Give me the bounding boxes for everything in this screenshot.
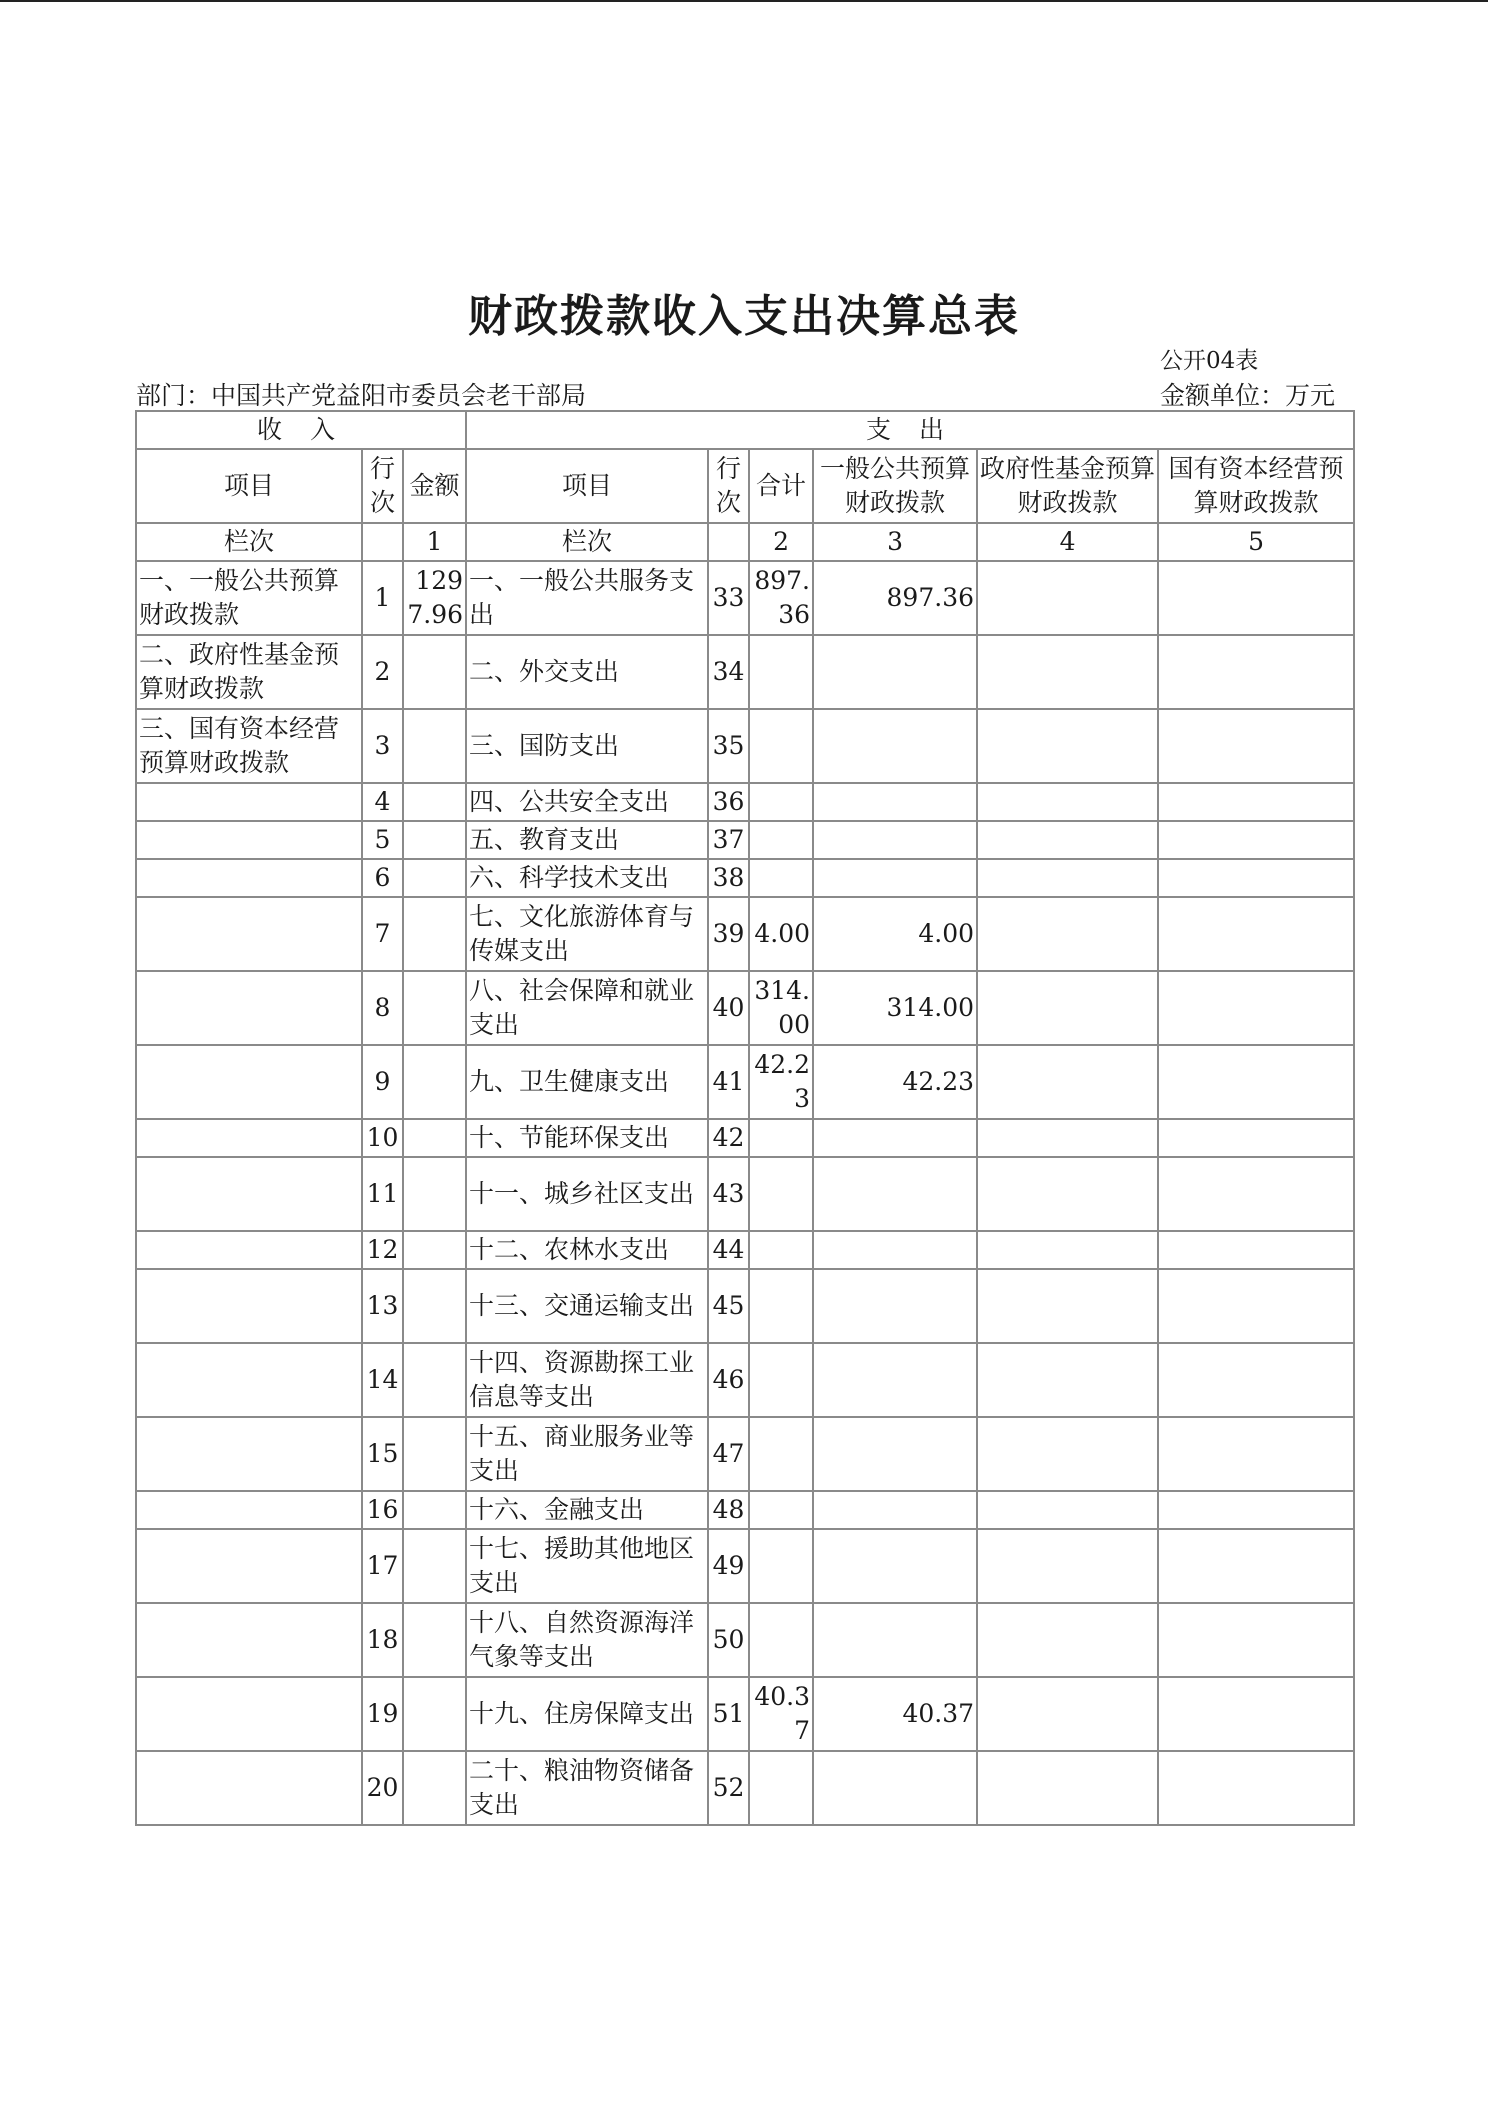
income-item-cell (136, 1045, 362, 1119)
expense-item-cell: 十一、城乡社区支出 (466, 1157, 708, 1231)
total-amount-cell (749, 709, 813, 783)
gov-fund-cell (977, 1157, 1158, 1231)
state-capital-cell (1158, 561, 1354, 635)
income-amount-header: 金额 (403, 449, 466, 523)
general-budget-cell (813, 859, 977, 897)
general-budget-cell: 897.36 (813, 561, 977, 635)
state-capital-cell (1158, 1231, 1354, 1269)
expense-item-cell: 七、文化旅游体育与传媒支出 (466, 897, 708, 971)
state-capital-cell (1158, 859, 1354, 897)
general-budget-cell (813, 783, 977, 821)
state-capital-cell (1158, 971, 1354, 1045)
income-line-cell: 1 (362, 561, 403, 635)
expense-header: 支 出 (466, 411, 1354, 449)
expense-line-cell: 46 (708, 1343, 749, 1417)
total-amount-cell (749, 1603, 813, 1677)
expense-line-cell: 34 (708, 635, 749, 709)
expense-item-cell: 二、外交支出 (466, 635, 708, 709)
gov-fund-cell (977, 971, 1158, 1045)
expense-line-cell: 36 (708, 783, 749, 821)
expense-item-cell: 十六、金融支出 (466, 1491, 708, 1529)
expense-item-header: 项目 (466, 449, 708, 523)
income-line-cell: 15 (362, 1417, 403, 1491)
income-line-cell: 19 (362, 1677, 403, 1751)
state-capital-cell (1158, 1157, 1354, 1231)
income-line-cell: 16 (362, 1491, 403, 1529)
general-budget-cell (813, 1269, 977, 1343)
income-line-cell: 8 (362, 971, 403, 1045)
total-amount-cell: 314.00 (749, 971, 813, 1045)
expense-line-cell: 52 (708, 1751, 749, 1825)
income-item-cell (136, 1491, 362, 1529)
total-amount-cell: 42.23 (749, 1045, 813, 1119)
expense-line-cell: 40 (708, 971, 749, 1045)
income-item-cell (136, 1417, 362, 1491)
gov-fund-cell (977, 561, 1158, 635)
gov-fund-cell (977, 783, 1158, 821)
income-amount-cell (403, 1269, 466, 1343)
gov-fund-cell (977, 821, 1158, 859)
column-index-blank (362, 523, 403, 561)
income-item-cell: 二、政府性基金预算财政拨款 (136, 635, 362, 709)
expense-item-cell: 十、节能环保支出 (466, 1119, 708, 1157)
income-line-cell: 14 (362, 1343, 403, 1417)
state-capital-cell (1158, 897, 1354, 971)
state-capital-cell (1158, 1119, 1354, 1157)
expense-line-header: 行次 (708, 449, 749, 523)
table-row (136, 1751, 1354, 1825)
general-budget-cell: 4.00 (813, 897, 977, 971)
amount-unit-label: 金额单位：万元 (1160, 381, 1336, 410)
total-amount-cell (749, 859, 813, 897)
total-amount-cell (749, 783, 813, 821)
general-budget-cell (813, 1491, 977, 1529)
gov-fund-cell (977, 1045, 1158, 1119)
expense-line-cell: 33 (708, 561, 749, 635)
income-item-cell (136, 1231, 362, 1269)
general-budget-cell (813, 1417, 977, 1491)
income-item-cell: 三、国有资本经营预算财政拨款 (136, 709, 362, 783)
income-amount-cell (403, 897, 466, 971)
general-budget-cell: 314.00 (813, 971, 977, 1045)
expense-line-cell: 42 (708, 1119, 749, 1157)
income-amount-cell (403, 1231, 466, 1269)
table-row (136, 821, 1354, 859)
total-amount-cell (749, 1529, 813, 1603)
income-item-cell (136, 1529, 362, 1603)
income-item-cell (136, 859, 362, 897)
total-amount-cell (749, 821, 813, 859)
expense-item-cell: 三、国防支出 (466, 709, 708, 783)
expense-item-cell: 二十、粮油物资储备支出 (466, 1751, 708, 1825)
income-line-cell: 10 (362, 1119, 403, 1157)
income-amount-cell (403, 1045, 466, 1119)
expense-item-cell: 十二、农林水支出 (466, 1231, 708, 1269)
income-item-cell (136, 1119, 362, 1157)
income-line-cell: 6 (362, 859, 403, 897)
income-item-cell (136, 897, 362, 971)
income-line-cell: 9 (362, 1045, 403, 1119)
table-row (136, 1677, 1354, 1751)
total-amount-cell (749, 1343, 813, 1417)
income-line-header: 行次 (362, 449, 403, 523)
table-row (136, 1529, 1354, 1603)
general-budget-cell (813, 709, 977, 783)
general-budget-cell (813, 1751, 977, 1825)
gov-fund-cell (977, 859, 1158, 897)
expense-item-cell: 八、社会保障和就业支出 (466, 971, 708, 1045)
income-amount-cell (403, 1751, 466, 1825)
gov-fund-cell (977, 1231, 1158, 1269)
income-amount-cell (403, 1491, 466, 1529)
column-index-5: 5 (1158, 523, 1354, 561)
gov-fund-cell (977, 1343, 1158, 1417)
expense-item-cell: 十五、商业服务业等支出 (466, 1417, 708, 1491)
state-capital-cell (1158, 1751, 1354, 1825)
total-amount-cell (749, 1157, 813, 1231)
column-index-3: 3 (813, 523, 977, 561)
income-header: 收 入 (136, 411, 466, 449)
income-amount-cell (403, 783, 466, 821)
column-index-4: 4 (977, 523, 1158, 561)
income-amount-cell (403, 1119, 466, 1157)
state-capital-cell (1158, 1045, 1354, 1119)
general-budget-cell (813, 1529, 977, 1603)
income-amount-cell (403, 1157, 466, 1231)
income-line-cell: 2 (362, 635, 403, 709)
state-capital-cell (1158, 1677, 1354, 1751)
gov-fund-cell (977, 709, 1158, 783)
income-item-cell: 一、一般公共预算财政拨款 (136, 561, 362, 635)
column-index-2: 2 (749, 523, 813, 561)
income-item-cell (136, 1751, 362, 1825)
income-item-cell (136, 783, 362, 821)
total-amount-cell: 4.00 (749, 897, 813, 971)
gov-fund-cell (977, 1751, 1158, 1825)
table-row (136, 1603, 1354, 1677)
column-index-1: 1 (403, 523, 466, 561)
gov-fund-cell (977, 1491, 1158, 1529)
income-amount-cell (403, 971, 466, 1045)
column-index-label-expense: 栏次 (466, 523, 708, 561)
gov-fund-cell (977, 897, 1158, 971)
table-row (136, 1491, 1354, 1529)
column-index-blank-expense (708, 523, 749, 561)
expense-item-cell: 十三、交通运输支出 (466, 1269, 708, 1343)
expense-line-cell: 44 (708, 1231, 749, 1269)
income-amount-cell (403, 1677, 466, 1751)
income-amount-cell (403, 821, 466, 859)
general-budget-cell: 42.23 (813, 1045, 977, 1119)
income-amount-cell: 1297.96 (403, 561, 466, 635)
gov-fund-cell (977, 1677, 1158, 1751)
state-capital-cell (1158, 1529, 1354, 1603)
income-amount-cell (403, 1343, 466, 1417)
table-row (136, 783, 1354, 821)
income-amount-cell (403, 1603, 466, 1677)
income-line-cell: 20 (362, 1751, 403, 1825)
general-budget-cell (813, 1231, 977, 1269)
income-item-cell (136, 1269, 362, 1343)
income-item-cell (136, 1677, 362, 1751)
income-amount-cell (403, 709, 466, 783)
total-amount-cell (749, 1269, 813, 1343)
column-index-label: 栏次 (136, 523, 362, 561)
gov-fund-cell (977, 1269, 1158, 1343)
expense-line-cell: 51 (708, 1677, 749, 1751)
income-line-cell: 17 (362, 1529, 403, 1603)
total-amount-cell: 897.36 (749, 561, 813, 635)
expense-line-cell: 47 (708, 1417, 749, 1491)
state-capital-cell (1158, 1343, 1354, 1417)
expense-item-cell: 五、教育支出 (466, 821, 708, 859)
total-amount-cell (749, 635, 813, 709)
state-capital-header: 国有资本经营预算财政拨款 (1158, 449, 1354, 523)
gov-fund-header: 政府性基金预算财政拨款 (977, 449, 1158, 523)
state-capital-cell (1158, 709, 1354, 783)
expense-item-cell: 六、科学技术支出 (466, 859, 708, 897)
table-row (136, 1157, 1354, 1231)
general-budget-cell (813, 1157, 977, 1231)
table-row (136, 709, 1354, 783)
table-row (136, 1045, 1354, 1119)
table-row (136, 1343, 1354, 1417)
state-capital-cell (1158, 821, 1354, 859)
income-item-cell (136, 1343, 362, 1417)
income-line-cell: 11 (362, 1157, 403, 1231)
expense-line-cell: 41 (708, 1045, 749, 1119)
gov-fund-cell (977, 1603, 1158, 1677)
total-amount-cell (749, 1751, 813, 1825)
income-line-cell: 18 (362, 1603, 403, 1677)
expense-line-cell: 45 (708, 1269, 749, 1343)
expense-item-cell: 九、卫生健康支出 (466, 1045, 708, 1119)
expense-line-cell: 39 (708, 897, 749, 971)
general-budget-cell (813, 821, 977, 859)
expense-line-cell: 43 (708, 1157, 749, 1231)
expense-item-cell: 十七、援助其他地区支出 (466, 1529, 708, 1603)
table-row (136, 1417, 1354, 1491)
budget-summary-table (135, 410, 1355, 1826)
table-row (136, 561, 1354, 635)
total-amount-cell (749, 1417, 813, 1491)
general-budget-cell (813, 1603, 977, 1677)
expense-item-cell: 十四、资源勘探工业信息等支出 (466, 1343, 708, 1417)
total-amount-cell: 40.37 (749, 1677, 813, 1751)
income-item-cell (136, 1603, 362, 1677)
table-row (136, 635, 1354, 709)
total-amount-cell (749, 1231, 813, 1269)
top-border-line (0, 0, 1488, 2)
page-title: 财政拨款收入支出决算总表 (468, 291, 1020, 342)
expense-line-cell: 49 (708, 1529, 749, 1603)
income-item-cell (136, 1157, 362, 1231)
income-line-cell: 13 (362, 1269, 403, 1343)
total-amount-cell (749, 1119, 813, 1157)
income-item-cell (136, 821, 362, 859)
table-row (136, 859, 1354, 897)
total-amount-cell (749, 1491, 813, 1529)
expense-item-cell: 十九、住房保障支出 (466, 1677, 708, 1751)
expense-item-cell: 一、一般公共服务支出 (466, 561, 708, 635)
table-row (136, 971, 1354, 1045)
income-item-cell (136, 971, 362, 1045)
gov-fund-cell (977, 635, 1158, 709)
table-row (136, 897, 1354, 971)
income-amount-cell (403, 1417, 466, 1491)
general-budget-cell (813, 1343, 977, 1417)
expense-line-cell: 48 (708, 1491, 749, 1529)
income-amount-cell (403, 1529, 466, 1603)
state-capital-cell (1158, 635, 1354, 709)
general-budget-header: 一般公共预算财政拨款 (813, 449, 977, 523)
income-line-cell: 5 (362, 821, 403, 859)
general-budget-cell: 40.37 (813, 1677, 977, 1751)
income-amount-cell (403, 859, 466, 897)
department-label: 部门：中国共产党益阳市委员会老干部局 (136, 381, 587, 410)
gov-fund-cell (977, 1417, 1158, 1491)
income-line-cell: 4 (362, 783, 403, 821)
gov-fund-cell (977, 1529, 1158, 1603)
total-header: 合计 (749, 449, 813, 523)
table-row (136, 1231, 1354, 1269)
expense-line-cell: 50 (708, 1603, 749, 1677)
general-budget-cell (813, 1119, 977, 1157)
expense-line-cell: 37 (708, 821, 749, 859)
expense-line-cell: 38 (708, 859, 749, 897)
expense-line-cell: 35 (708, 709, 749, 783)
state-capital-cell (1158, 783, 1354, 821)
table-row (136, 1269, 1354, 1343)
income-item-header: 项目 (136, 449, 362, 523)
state-capital-cell (1158, 1417, 1354, 1491)
income-line-cell: 7 (362, 897, 403, 971)
form-number: 公开04表 (1160, 348, 1259, 374)
table-row (136, 1119, 1354, 1157)
gov-fund-cell (977, 1119, 1158, 1157)
expense-item-cell: 十八、自然资源海洋气象等支出 (466, 1603, 708, 1677)
income-line-cell: 3 (362, 709, 403, 783)
state-capital-cell (1158, 1269, 1354, 1343)
expense-item-cell: 四、公共安全支出 (466, 783, 708, 821)
state-capital-cell (1158, 1491, 1354, 1529)
income-line-cell: 12 (362, 1231, 403, 1269)
table-body (136, 561, 1354, 1825)
general-budget-cell (813, 635, 977, 709)
income-amount-cell (403, 635, 466, 709)
state-capital-cell (1158, 1603, 1354, 1677)
